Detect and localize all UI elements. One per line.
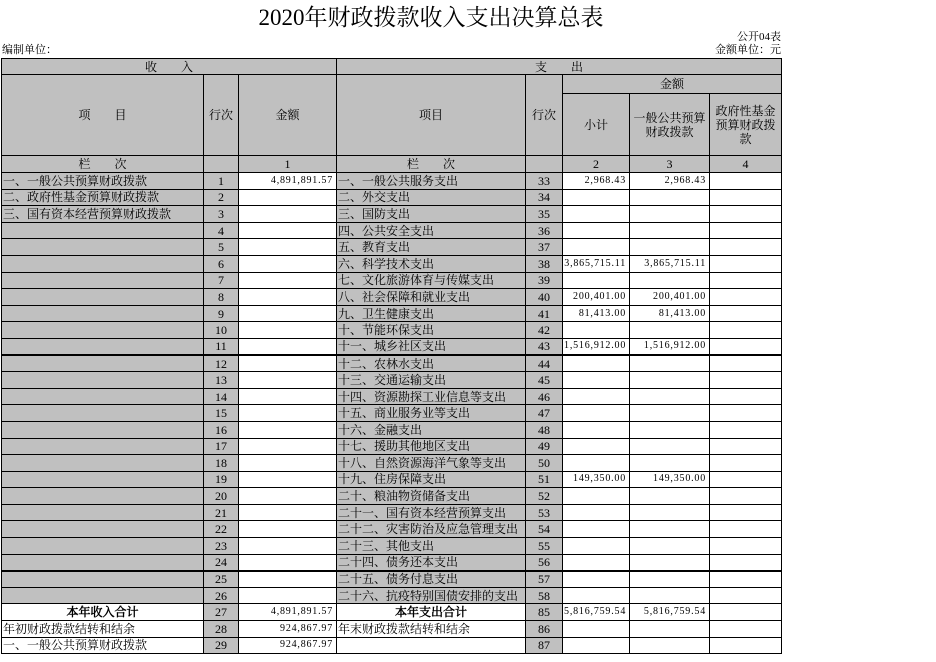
general-budget-cell — [630, 421, 710, 438]
income-item-cell — [2, 488, 204, 505]
expense-line-no-cell: 36 — [526, 222, 563, 239]
expense-item-cell: 本年支出合计 — [337, 604, 526, 621]
income-amount-cell — [239, 322, 337, 339]
subtotal-cell: 2,968.43 — [563, 173, 630, 190]
general-budget-cell — [630, 355, 710, 372]
income-line-no-cell: 29 — [204, 637, 239, 654]
income-amount-header: 金额 — [239, 75, 337, 156]
expense-item-cell: 二十、粮油物资储备支出 — [337, 488, 526, 505]
income-line-no-cell: 21 — [204, 504, 239, 521]
income-line-no-cell: 2 — [204, 189, 239, 206]
income-amount-cell — [239, 255, 337, 272]
general-budget-cell — [630, 587, 710, 604]
table-row — [2, 355, 782, 372]
subtotal-cell: 5,816,759.54 — [563, 604, 630, 621]
subtotal-cell — [563, 206, 630, 223]
subtotal-cell — [563, 189, 630, 206]
income-amount-cell — [239, 189, 337, 206]
income-amount-cell — [239, 471, 337, 488]
column-index-cell — [204, 156, 239, 173]
income-line-no-cell: 26 — [204, 587, 239, 604]
income-item-cell: 年初财政拨款结转和结余 — [2, 621, 204, 638]
general-budget-cell — [630, 571, 710, 588]
subtotal-cell — [563, 222, 630, 239]
income-item-cell — [2, 587, 204, 604]
table-row — [2, 322, 782, 339]
table-row — [2, 571, 782, 588]
general-budget-cell — [630, 637, 710, 654]
income-line-no-cell: 6 — [204, 255, 239, 272]
general-budget-cell: 5,816,759.54 — [630, 604, 710, 621]
gov-fund-cell — [710, 305, 782, 322]
table-row — [2, 438, 782, 455]
expense-line-no-cell: 46 — [526, 388, 563, 405]
table-row — [2, 637, 782, 654]
income-amount-cell — [239, 504, 337, 521]
table-row — [2, 272, 782, 289]
expense-item-cell: 十六、金融支出 — [337, 421, 526, 438]
income-amount-cell: 924,867.97 — [239, 621, 337, 638]
table-row — [2, 504, 782, 521]
general-budget-cell — [630, 405, 710, 422]
expense-line-no-cell: 52 — [526, 488, 563, 505]
expense-amount-group-header: 金额 — [563, 75, 782, 94]
general-budget-cell — [630, 189, 710, 206]
income-item-header: 项 目 — [2, 75, 204, 156]
expense-line-no-cell: 35 — [526, 206, 563, 223]
general-budget-cell — [630, 488, 710, 505]
general-budget-cell — [630, 272, 710, 289]
income-amount-cell — [239, 289, 337, 306]
subtotal-cell — [563, 438, 630, 455]
expense-item-cell: 二十五、债务付息支出 — [337, 571, 526, 588]
income-item-cell — [2, 239, 204, 256]
table-row — [2, 255, 782, 272]
general-budget-cell — [630, 239, 710, 256]
expense-line-no-cell: 87 — [526, 637, 563, 654]
income-item-cell — [2, 438, 204, 455]
subtotal-header: 小计 — [563, 94, 630, 156]
income-line-no-cell: 19 — [204, 471, 239, 488]
expense-item-cell: 六、科学技术支出 — [337, 255, 526, 272]
expense-item-cell: 八、社会保障和就业支出 — [337, 289, 526, 306]
subtotal-cell — [563, 372, 630, 389]
income-amount-cell — [239, 239, 337, 256]
gov-fund-cell — [710, 637, 782, 654]
income-item-cell: 一、一般公共预算财政拨款 — [2, 637, 204, 654]
subtotal-cell — [563, 637, 630, 654]
general-budget-cell — [630, 206, 710, 223]
expense-item-cell: 二、外交支出 — [337, 189, 526, 206]
general-budget-cell: 1,516,912.00 — [630, 338, 710, 355]
income-line-no-cell: 20 — [204, 488, 239, 505]
general-budget-cell — [630, 554, 710, 571]
gov-fund-cell — [710, 621, 782, 638]
income-amount-cell — [239, 388, 337, 405]
expense-line-no-cell: 38 — [526, 255, 563, 272]
column-index-label: 栏 次 — [2, 156, 204, 173]
expense-line-no-cell: 56 — [526, 554, 563, 571]
subtotal-cell: 1,516,912.00 — [563, 338, 630, 355]
income-amount-cell — [239, 405, 337, 422]
income-item-cell — [2, 322, 204, 339]
section-header-row — [2, 59, 782, 75]
general-budget-cell: 3,865,715.11 — [630, 255, 710, 272]
expense-line-no-cell: 85 — [526, 604, 563, 621]
table-row — [2, 488, 782, 505]
gov-fund-cell — [710, 372, 782, 389]
income-line-no-cell: 10 — [204, 322, 239, 339]
income-amount-cell — [239, 372, 337, 389]
prepared-by-label: 编制单位： — [2, 44, 57, 56]
income-amount-cell — [239, 438, 337, 455]
income-item-cell — [2, 305, 204, 322]
gov-fund-cell — [710, 488, 782, 505]
expense-item-cell: 十一、城乡社区支出 — [337, 338, 526, 355]
general-budget-cell — [630, 455, 710, 472]
general-budget-cell: 2,968.43 — [630, 173, 710, 190]
column-index-row — [2, 156, 782, 173]
general-budget-header: 一般公共预算财政拨款 — [630, 94, 710, 156]
income-line-no-cell: 12 — [204, 355, 239, 372]
page-title: 2020年财政拨款收入支出决算总表 — [258, 5, 604, 30]
income-item-cell — [2, 272, 204, 289]
expense-item-cell: 二十三、其他支出 — [337, 538, 526, 555]
expense-item-cell: 十九、住房保障支出 — [337, 471, 526, 488]
income-line-no-cell: 28 — [204, 621, 239, 638]
table-row — [2, 405, 782, 422]
column-index-label: 栏 次 — [337, 156, 526, 173]
expense-item-cell: 十四、资源勘探工业信息等支出 — [337, 388, 526, 405]
income-amount-cell — [239, 571, 337, 588]
income-line-no-cell: 3 — [204, 206, 239, 223]
general-budget-cell — [630, 322, 710, 339]
expense-line-no-cell: 49 — [526, 438, 563, 455]
table-row — [2, 587, 782, 604]
income-amount-cell — [239, 222, 337, 239]
subtotal-cell — [563, 538, 630, 555]
gov-fund-cell — [710, 239, 782, 256]
table-row — [2, 388, 782, 405]
income-item-cell — [2, 554, 204, 571]
general-budget-cell: 81,413.00 — [630, 305, 710, 322]
gov-fund-cell — [710, 322, 782, 339]
subtotal-cell: 200,401.00 — [563, 289, 630, 306]
general-budget-cell — [630, 621, 710, 638]
gov-fund-cell — [710, 455, 782, 472]
amount-unit-label: 金额单位：元 — [715, 44, 781, 56]
general-budget-cell — [630, 538, 710, 555]
income-line-no-cell: 22 — [204, 521, 239, 538]
subtotal-cell — [563, 455, 630, 472]
income-amount-cell — [239, 355, 337, 372]
income-line-no-cell: 23 — [204, 538, 239, 555]
general-budget-cell — [630, 222, 710, 239]
gov-fund-cell — [710, 355, 782, 372]
income-amount-cell — [239, 206, 337, 223]
income-amount-cell — [239, 488, 337, 505]
expense-line-no-cell: 58 — [526, 587, 563, 604]
expense-item-cell: 二十一、国有资本经营预算支出 — [337, 504, 526, 521]
income-amount-cell — [239, 521, 337, 538]
subtotal-cell — [563, 405, 630, 422]
income-item-cell: 一、一般公共预算财政拨款 — [2, 173, 204, 190]
income-line-no-cell: 9 — [204, 305, 239, 322]
income-item-cell — [2, 388, 204, 405]
gov-fund-cell — [710, 255, 782, 272]
income-line-no-cell: 5 — [204, 239, 239, 256]
income-amount-cell: 4,891,891.57 — [239, 173, 337, 190]
table-row — [2, 305, 782, 322]
table-row — [2, 222, 782, 239]
table-row — [2, 173, 782, 190]
income-line-no-cell: 16 — [204, 421, 239, 438]
income-item-cell — [2, 405, 204, 422]
expense-line-no-header: 行次 — [526, 75, 563, 156]
general-budget-cell — [630, 388, 710, 405]
gov-fund-cell — [710, 438, 782, 455]
income-item-cell — [2, 421, 204, 438]
income-line-no-cell: 13 — [204, 372, 239, 389]
gov-fund-cell — [710, 189, 782, 206]
expense-line-no-cell: 40 — [526, 289, 563, 306]
gov-fund-cell — [710, 571, 782, 588]
subtotal-cell — [563, 571, 630, 588]
table-row — [2, 206, 782, 223]
income-amount-cell: 4,891,891.57 — [239, 604, 337, 621]
column-index-cell: 4 — [710, 156, 782, 173]
expense-item-cell: 四、公共安全支出 — [337, 222, 526, 239]
gov-fund-cell — [710, 338, 782, 355]
income-item-cell — [2, 222, 204, 239]
income-line-no-cell: 24 — [204, 554, 239, 571]
income-item-cell — [2, 455, 204, 472]
gov-fund-cell — [710, 222, 782, 239]
expense-line-no-cell: 57 — [526, 571, 563, 588]
table-row — [2, 455, 782, 472]
expense-item-cell: 二十六、抗疫特别国债安排的支出 — [337, 587, 526, 604]
income-item-cell — [2, 538, 204, 555]
expense-item-cell: 十五、商业服务业等支出 — [337, 405, 526, 422]
gov-fund-cell — [710, 504, 782, 521]
subtotal-cell — [563, 239, 630, 256]
expense-item-cell: 十八、自然资源海洋气象等支出 — [337, 455, 526, 472]
income-amount-cell — [239, 305, 337, 322]
income-item-cell — [2, 255, 204, 272]
income-line-no-cell: 1 — [204, 173, 239, 190]
column-index-cell: 2 — [563, 156, 630, 173]
expense-line-no-cell: 48 — [526, 421, 563, 438]
expense-line-no-cell: 86 — [526, 621, 563, 638]
expense-line-no-cell: 43 — [526, 338, 563, 355]
table-row — [2, 521, 782, 538]
expense-item-cell: 一、一般公共服务支出 — [337, 173, 526, 190]
subtotal-cell — [563, 488, 630, 505]
expense-item-cell: 七、文化旅游体育与传媒支出 — [337, 272, 526, 289]
income-line-no-cell: 25 — [204, 571, 239, 588]
expense-item-cell: 二十二、灾害防治及应急管理支出 — [337, 521, 526, 538]
expense-line-no-cell: 51 — [526, 471, 563, 488]
gov-fund-cell — [710, 521, 782, 538]
general-budget-cell — [630, 521, 710, 538]
expense-section-header: 支 出 — [337, 59, 782, 75]
income-line-no-cell: 27 — [204, 604, 239, 621]
expense-item-cell: 五、教育支出 — [337, 239, 526, 256]
income-amount-cell — [239, 587, 337, 604]
expense-item-cell: 年末财政拨款结转和结余 — [337, 621, 526, 638]
gov-fund-cell — [710, 471, 782, 488]
income-section-header: 收 入 — [2, 59, 337, 75]
income-amount-cell — [239, 455, 337, 472]
gov-fund-cell — [710, 388, 782, 405]
income-line-no-cell: 8 — [204, 289, 239, 306]
column-header-row — [2, 75, 782, 94]
expense-item-cell: 十、节能环保支出 — [337, 322, 526, 339]
table-row — [2, 621, 782, 638]
gov-fund-cell — [710, 206, 782, 223]
expense-item-header: 项目 — [337, 75, 526, 156]
budget-summary-table — [1, 58, 782, 654]
expense-line-no-cell: 45 — [526, 372, 563, 389]
table-row — [2, 289, 782, 306]
expense-item-cell: 二十四、债务还本支出 — [337, 554, 526, 571]
income-amount-cell — [239, 338, 337, 355]
expense-line-no-cell: 54 — [526, 521, 563, 538]
subtotal-cell — [563, 355, 630, 372]
income-item-cell — [2, 504, 204, 521]
subtotal-cell — [563, 322, 630, 339]
income-amount-cell — [239, 421, 337, 438]
table-row — [2, 239, 782, 256]
general-budget-cell — [630, 438, 710, 455]
subtotal-cell — [563, 521, 630, 538]
subtotal-cell — [563, 504, 630, 521]
subtotal-cell: 81,413.00 — [563, 305, 630, 322]
income-item-cell — [2, 355, 204, 372]
gov-fund-cell — [710, 272, 782, 289]
income-item-cell: 二、政府性基金预算财政拨款 — [2, 189, 204, 206]
form-number: 公开04表 — [737, 31, 781, 43]
column-index-cell: 1 — [239, 156, 337, 173]
expense-line-no-cell: 50 — [526, 455, 563, 472]
table-row — [2, 372, 782, 389]
income-line-no-cell: 17 — [204, 438, 239, 455]
table-row — [2, 421, 782, 438]
table-row — [2, 189, 782, 206]
income-line-no-cell: 18 — [204, 455, 239, 472]
subtotal-cell: 3,865,715.11 — [563, 255, 630, 272]
expense-line-no-cell: 41 — [526, 305, 563, 322]
income-item-cell — [2, 372, 204, 389]
table-row — [2, 604, 782, 621]
income-item-cell — [2, 289, 204, 306]
income-item-cell — [2, 338, 204, 355]
expense-item-cell: 十三、交通运输支出 — [337, 372, 526, 389]
expense-item-cell: 三、国防支出 — [337, 206, 526, 223]
income-item-cell — [2, 471, 204, 488]
gov-fund-cell — [710, 604, 782, 621]
table-row — [2, 471, 782, 488]
income-amount-cell — [239, 554, 337, 571]
gov-fund-cell — [710, 289, 782, 306]
gov-fund-cell — [710, 554, 782, 571]
gov-fund-cell — [710, 538, 782, 555]
expense-item-cell: 十七、援助其他地区支出 — [337, 438, 526, 455]
general-budget-cell: 200,401.00 — [630, 289, 710, 306]
income-line-no-header: 行次 — [204, 75, 239, 156]
expense-line-no-cell: 34 — [526, 189, 563, 206]
income-line-no-cell: 14 — [204, 388, 239, 405]
table-row — [2, 338, 782, 355]
income-amount-cell — [239, 272, 337, 289]
subtotal-cell — [563, 587, 630, 604]
expense-line-no-cell: 44 — [526, 355, 563, 372]
column-index-cell: 3 — [630, 156, 710, 173]
income-amount-cell: 924,867.97 — [239, 637, 337, 654]
gov-fund-cell — [710, 405, 782, 422]
expense-item-cell: 十二、农林水支出 — [337, 355, 526, 372]
expense-line-no-cell: 33 — [526, 173, 563, 190]
gov-fund-cell — [710, 173, 782, 190]
subtotal-cell: 149,350.00 — [563, 471, 630, 488]
expense-line-no-cell: 37 — [526, 239, 563, 256]
expense-line-no-cell: 42 — [526, 322, 563, 339]
gov-fund-header: 政府性基金预算财政拨款 — [710, 94, 782, 156]
income-item-cell — [2, 571, 204, 588]
subtotal-cell — [563, 421, 630, 438]
income-line-no-cell: 4 — [204, 222, 239, 239]
income-line-no-cell: 15 — [204, 405, 239, 422]
subtotal-cell — [563, 621, 630, 638]
table-row — [2, 538, 782, 555]
column-index-cell — [526, 156, 563, 173]
general-budget-cell — [630, 372, 710, 389]
expense-line-no-cell: 39 — [526, 272, 563, 289]
income-item-cell: 本年收入合计 — [2, 604, 204, 621]
income-amount-cell — [239, 538, 337, 555]
income-item-cell — [2, 521, 204, 538]
general-budget-cell: 149,350.00 — [630, 471, 710, 488]
subtotal-cell — [563, 388, 630, 405]
expense-item-cell: 九、卫生健康支出 — [337, 305, 526, 322]
expense-item-cell — [337, 637, 526, 654]
income-line-no-cell: 11 — [204, 338, 239, 355]
expense-line-no-cell: 55 — [526, 538, 563, 555]
subtotal-cell — [563, 272, 630, 289]
gov-fund-cell — [710, 421, 782, 438]
expense-line-no-cell: 53 — [526, 504, 563, 521]
income-item-cell: 三、国有资本经营预算财政拨款 — [2, 206, 204, 223]
general-budget-cell — [630, 504, 710, 521]
subtotal-cell — [563, 554, 630, 571]
gov-fund-cell — [710, 587, 782, 604]
table-row — [2, 554, 782, 571]
expense-line-no-cell: 47 — [526, 405, 563, 422]
income-line-no-cell: 7 — [204, 272, 239, 289]
